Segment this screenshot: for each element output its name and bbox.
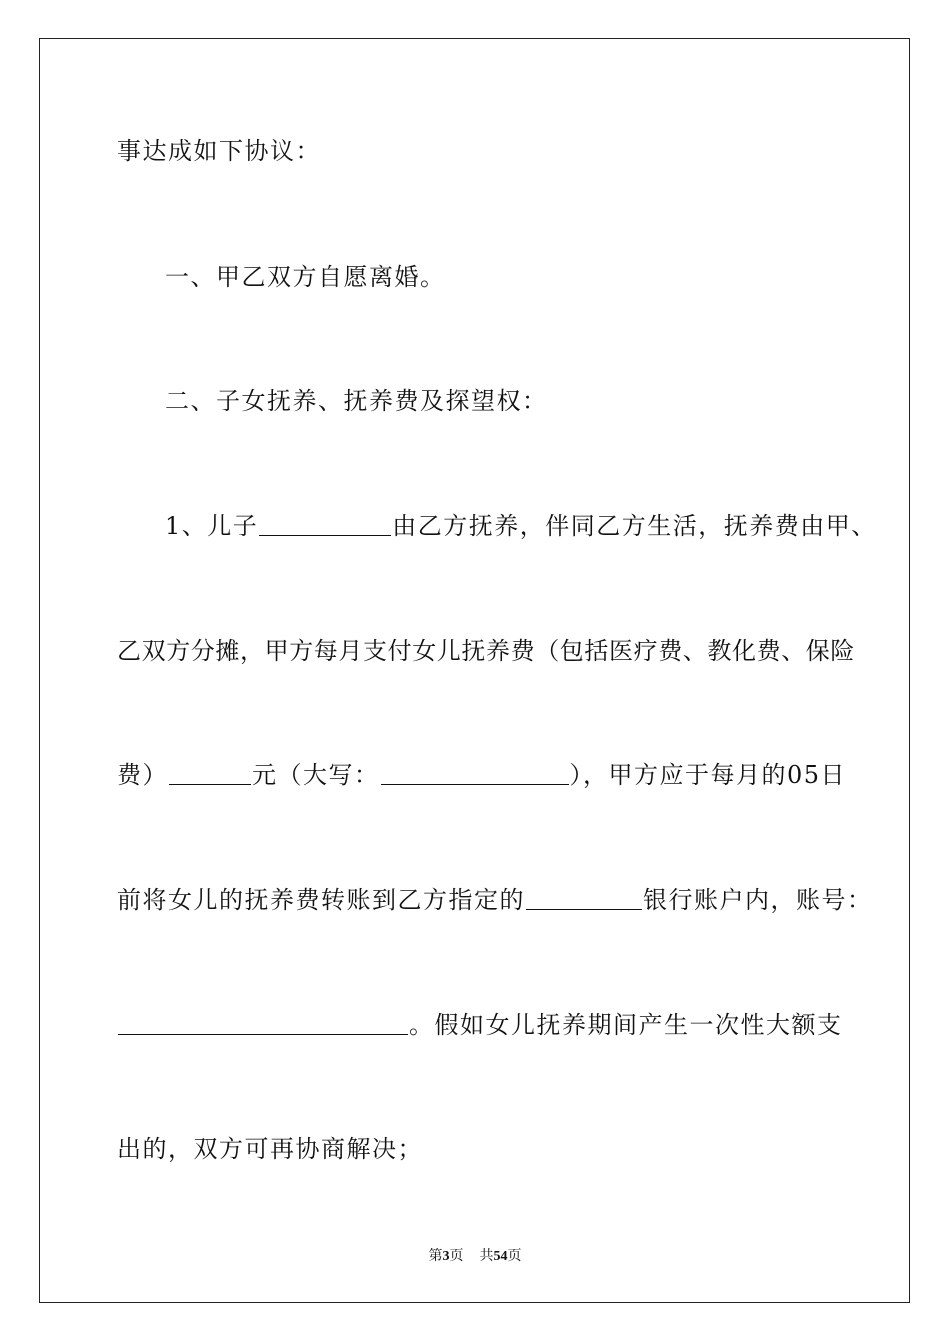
footer-text: 共 bbox=[479, 1248, 494, 1264]
text-line-5 bbox=[117, 636, 855, 666]
text-segment: 事达成如下协议： bbox=[117, 137, 321, 165]
text-segment: 元（大写： bbox=[252, 761, 380, 789]
text-segment: 由乙方抚养，伴同乙方生活，抚养费由甲、 bbox=[392, 512, 877, 540]
text-line-3 bbox=[165, 386, 885, 416]
text-line-8 bbox=[117, 1010, 843, 1040]
blank-son-name bbox=[259, 511, 391, 536]
text-segment: 前将女儿的抚养费转账到乙方指定的 bbox=[117, 886, 525, 914]
text-segment: 乙双方分摊，甲方每月支付女儿抚养费（包括医疗费、教化费、保险 bbox=[117, 637, 855, 665]
text-segment: 出的，双方可再协商解决； bbox=[117, 1135, 423, 1163]
page-border bbox=[39, 38, 910, 1303]
page-number: 3 bbox=[442, 1249, 450, 1264]
clause-one: 一、甲乙双方自愿离婚。 bbox=[165, 263, 446, 291]
blank-amount-in-words bbox=[381, 760, 569, 785]
text-line-4 bbox=[165, 511, 877, 541]
page-footer bbox=[0, 1246, 950, 1267]
text-line-2 bbox=[165, 262, 885, 292]
text-line-7 bbox=[117, 885, 873, 915]
footer-text: 页 bbox=[449, 1248, 464, 1264]
blank-account-number bbox=[118, 1010, 408, 1035]
text-segment: 。假如女儿抚养期间产生一次性大额支 bbox=[409, 1011, 843, 1039]
text-segment: 银行账户内，账号： bbox=[643, 886, 873, 914]
text-line-1 bbox=[117, 136, 837, 166]
text-segment: 1、儿子 bbox=[165, 512, 259, 540]
footer-text: 第 bbox=[428, 1248, 443, 1264]
text-segment: ），甲方应于每月的05日 bbox=[569, 761, 847, 789]
blank-amount bbox=[169, 760, 251, 785]
text-line-6 bbox=[117, 760, 847, 790]
text-segment: 费） bbox=[117, 761, 168, 789]
footer-text: 页 bbox=[507, 1248, 522, 1264]
clause-two-heading: 二、子女抚养、抚养费及探望权： bbox=[165, 387, 548, 415]
total-pages: 54 bbox=[493, 1249, 508, 1264]
blank-bank-name bbox=[526, 885, 642, 910]
text-line-9 bbox=[117, 1134, 837, 1164]
